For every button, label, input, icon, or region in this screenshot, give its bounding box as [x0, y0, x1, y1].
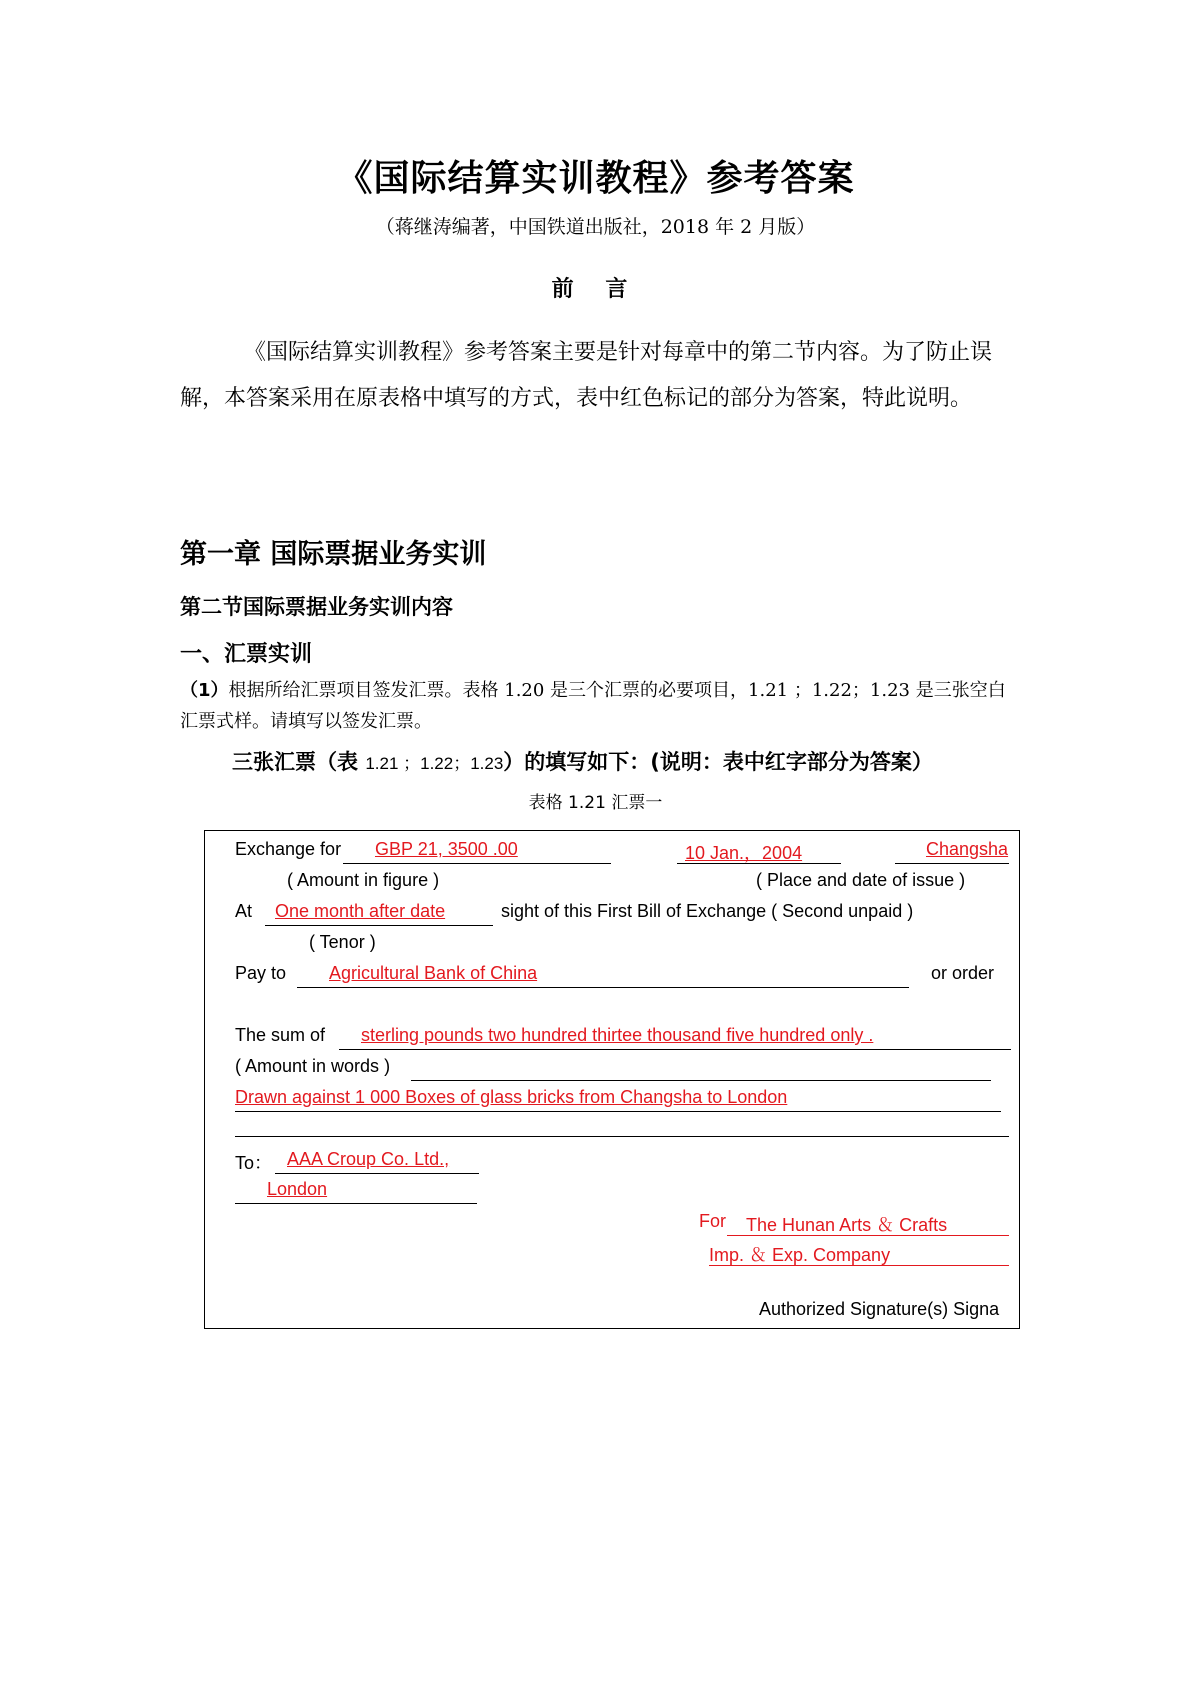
payee-value: Agricultural Bank of China — [329, 963, 538, 983]
tables-heading-b: ）的填写如下：(说明：表中红字部分为答案） — [503, 750, 933, 774]
tables-heading — [232, 746, 933, 776]
preface-heading: 前 言 — [551, 276, 640, 302]
for-label: For — [699, 1211, 726, 1231]
table-caption: 表格 1.21 汇票一 — [528, 793, 663, 813]
payee-line — [297, 987, 909, 988]
drawee-name-value: AAA Croup Co. Ltd., — [287, 1149, 450, 1169]
amount-figure-line — [343, 863, 611, 864]
chapter-title: 第一章 国际票据业务实训 — [180, 539, 487, 570]
issue-place-line — [895, 863, 1009, 864]
tenor-line — [265, 925, 493, 926]
drawee-city-value: London — [267, 1179, 328, 1199]
document-subtitle: （蒋继涛编著，中国铁道出版社，2018 年 2 月版） — [375, 216, 816, 238]
tenor-value: One month after date — [275, 901, 446, 921]
task-text: 根据所给汇票项目签发汇票。表格 1.20 是三个汇票的必要项目，1.21 ；1.22；1.23 是三张空白汇票式样。请填写以签发汇票。 — [180, 680, 1006, 732]
amount-words-line — [339, 1049, 1011, 1050]
bill-of-exchange-form — [204, 830, 1020, 1329]
blank-line — [235, 1136, 1009, 1137]
amount-figure-value: GBP 21, 3500 .00 — [375, 839, 518, 859]
signature-label: Authorized Signature(s) Signa — [759, 1299, 1000, 1319]
drawee-name-line — [275, 1173, 479, 1174]
sum-of-label: The sum of — [235, 1025, 326, 1045]
preface-paragraph: 《国际结算实训教程》参考答案主要是针对每章中的第二节内容。为了防止误解，本答案采用在原表格中填写的方式，表中红色标记的部分为答案，特此说明。 — [180, 340, 993, 411]
document-title: 《国际结算实训教程》参考答案 — [336, 157, 855, 199]
section-title: 第二节国际票据业务实训内容 — [180, 595, 453, 619]
amount-words-label: ( Amount in words ) — [235, 1056, 391, 1076]
drawer-name-line-1: The Hunan Arts ＆ Crafts — [746, 1215, 948, 1235]
task-instruction — [180, 675, 1010, 737]
sight-text: sight of this First Bill of Exchange ( Second unpaid ) — [501, 901, 914, 921]
amount-words-line-2 — [411, 1080, 991, 1081]
place-date-label: ( Place and date of issue ) — [756, 870, 966, 890]
drawer-name-line-2: Imp. ＆ Exp. Company — [709, 1245, 891, 1265]
drawee-city-line — [235, 1203, 477, 1204]
task-prefix: （1） — [180, 680, 229, 701]
pay-to-label: Pay to — [235, 963, 287, 983]
drawn-against-line — [235, 1111, 1001, 1112]
tables-heading-nums: 1.21 ；1.22；1.23 — [365, 754, 504, 773]
at-label: At — [235, 901, 253, 921]
exchange-for-label: Exchange for — [235, 839, 342, 859]
amount-words-value: sterling pounds two hundred thirtee thousand five hundred only . — [361, 1025, 874, 1045]
drawn-against-value: Drawn against 1 000 Boxes of glass bricks from Changsha to London — [235, 1087, 788, 1107]
or-order-text: or order — [931, 963, 995, 983]
issue-place-value: Changsha — [926, 839, 1009, 859]
tables-heading-a: 三张汇票（表 — [232, 750, 358, 774]
issue-date-value: 10 Jan.，2004 — [685, 843, 803, 863]
tenor-label: ( Tenor ) — [309, 932, 376, 952]
to-label: To： — [235, 1153, 273, 1173]
subsection-title: 一、汇票实训 — [180, 641, 313, 667]
amount-in-figure-label: ( Amount in figure ) — [287, 870, 440, 890]
